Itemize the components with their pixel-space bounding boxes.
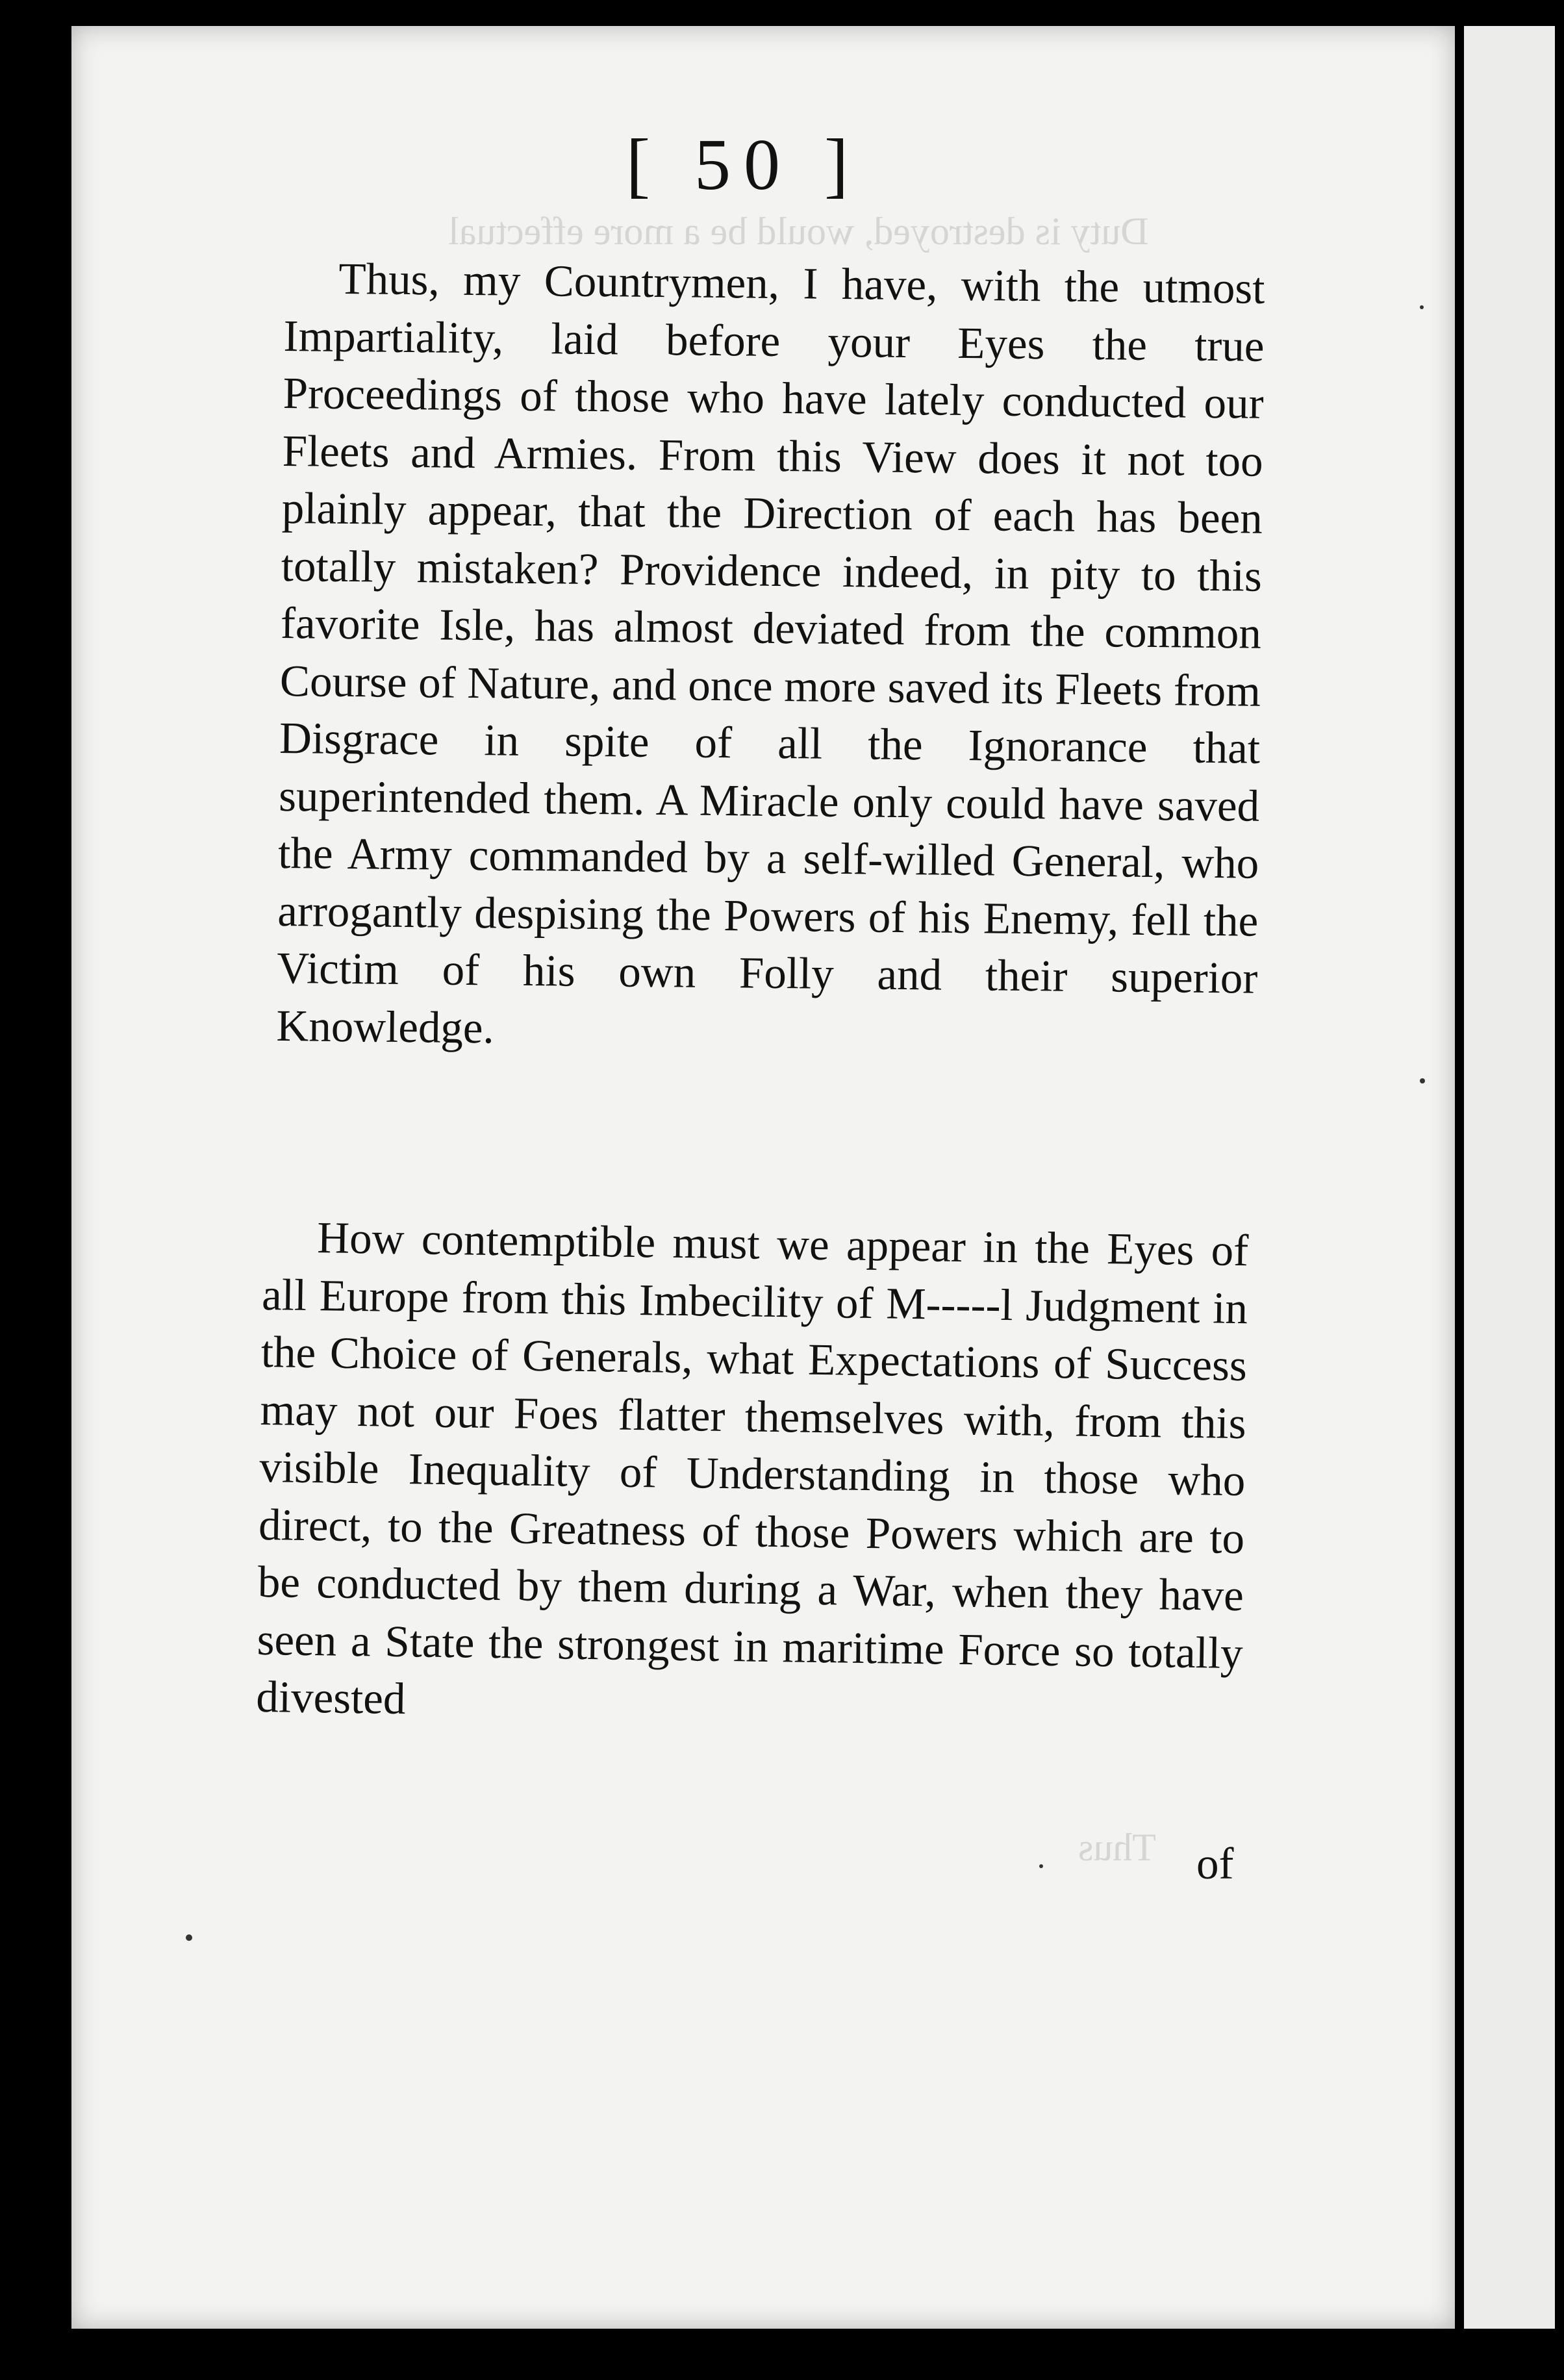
ink-speck xyxy=(1039,1864,1043,1868)
bleed-through-word: Thus xyxy=(1078,1826,1156,1869)
page-number: [ 50 ] xyxy=(625,125,862,205)
catchword: of xyxy=(1196,1839,1234,1888)
ink-speck xyxy=(1420,1078,1425,1083)
bleed-through-text: Duty is destroyed, would be a more effectual xyxy=(448,210,1149,253)
book-gutter xyxy=(1455,26,1464,2329)
ink-speck xyxy=(1420,305,1424,309)
ink-speck xyxy=(186,1934,192,1941)
paragraph-1 xyxy=(276,249,1265,1065)
facing-page-edge xyxy=(1464,26,1555,2329)
paragraph-2 xyxy=(256,1208,1249,1740)
paragraph-1-text: Thus, my Countrymen, I have, with the utmost Impartiality, laid before your Eyes the true Proceedings of those who have lately conducted our Fleets and Armies. From this View does it not too plainly appear, that the Direction of each has been totally mistaken? Providence indeed, in pity to this favorite Isle, has almost deviated from the common Course of Nature, and once more saved its Fleets from Disgrace in spite of all the Ignorance that superintended them. A Miracle only could have saved the Army commanded by a self-willed General, who arrogantly despising the Powers of his Enemy, fell the Victim of his own Folly and their superior Knowledge. xyxy=(276,253,1265,1052)
paragraph-2-text: How contemptible must we appear in the Eyes of all Europe from this Imbecility of M-----l Judgment in the Choice of Generals, what Expectations of Success may not our Foes flatter themselves with, from this visible Inequality of Understanding in those who direct, to the Greatness of those Powers which are to be conducted by them during a War, when they have seen a State the strongest in maritime Force so totally divested xyxy=(255,1213,1249,1724)
